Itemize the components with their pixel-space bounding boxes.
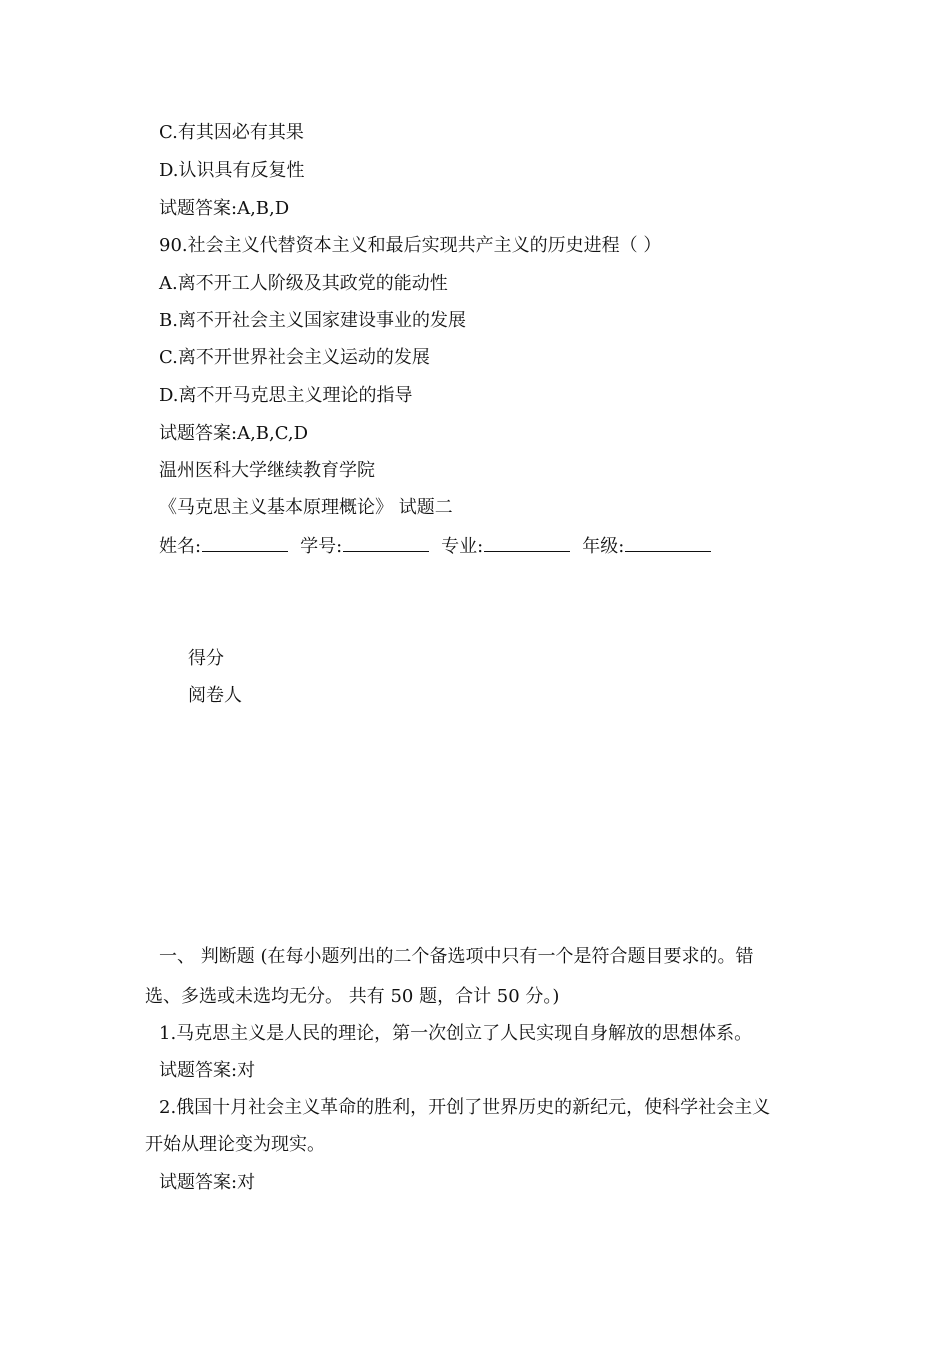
option-c-90: C.离不开世界社会主义运动的发展 xyxy=(159,347,430,368)
option-a-90: A.离不开工人阶级及其政党的能动性 xyxy=(159,273,448,294)
question-2-line2: 开始从理论变为现实。 xyxy=(145,1134,325,1155)
answer-89: 试题答案:A,B,D xyxy=(159,198,290,219)
option-b-90: B.离不开社会主义国家建设事业的发展 xyxy=(159,310,466,331)
answer-90: 试题答案:A,B,C,D xyxy=(159,423,309,444)
name-field[interactable]: 姓名: xyxy=(159,533,288,559)
question-2-line1: 2.俄国十月社会主义革命的胜利，开创了世界历史的新纪元，使科学社会主义 xyxy=(159,1097,771,1118)
question-90: 90.社会主义代替资本主义和最后实现共产主义的历史进程（ ） xyxy=(159,235,662,256)
option-d-prev: D.认识具有反复性 xyxy=(159,160,305,181)
major-field[interactable]: 专业: xyxy=(441,533,570,559)
option-d-90: D.离不开马克思主义理论的指导 xyxy=(159,385,413,406)
score-label: 得分 xyxy=(188,648,224,669)
section-heading-line2: 选、多选或未选均无分。 共有 50 题，合计 50 分。) xyxy=(145,986,560,1007)
grader-label: 阅卷人 xyxy=(188,685,242,706)
question-1: 1.马克思主义是人民的理论，第一次创立了人民实现自身解放的思想体系。 xyxy=(159,1023,753,1044)
exam-title: 《马克思主义基本原理概论》 试题二 xyxy=(159,497,453,518)
answer-2: 试题答案:对 xyxy=(159,1172,256,1193)
option-c-prev: C.有其因必有其果 xyxy=(159,122,304,143)
answer-1: 试题答案:对 xyxy=(159,1060,256,1081)
section-heading-line1: 一、 判断题 (在每小题列出的二个备选项中只有一个是符合题目要求的。错 xyxy=(159,946,754,967)
student-id-field[interactable]: 学号: xyxy=(300,533,429,559)
school-name: 温州医科大学继续教育学院 xyxy=(159,460,375,481)
grade-field[interactable]: 年级: xyxy=(582,533,711,559)
student-info-fields xyxy=(159,533,723,559)
